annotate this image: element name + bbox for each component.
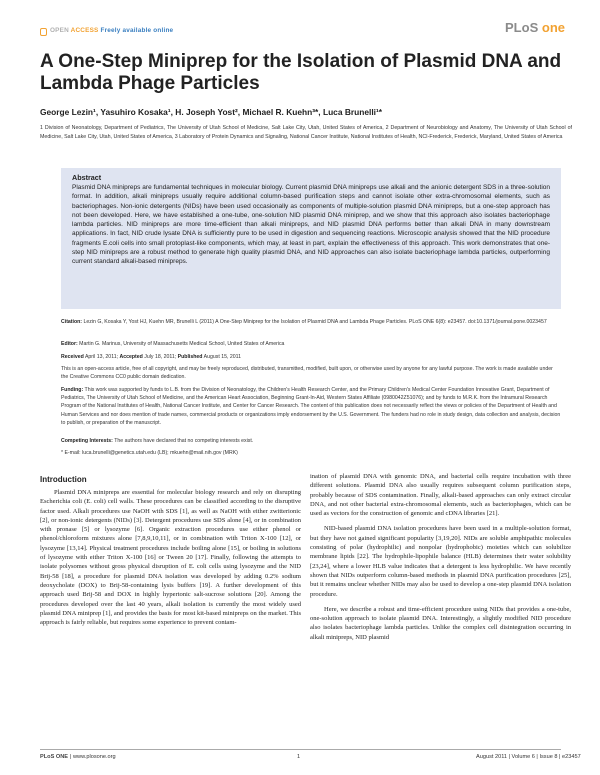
citation-label: Citation:: [61, 319, 83, 325]
email-line: * E-mail: luca.brunelli@genetics.utah.edu (LB); mkuehn@mail.nih.gov (MRK): [61, 450, 238, 456]
competing-interests-block: [61, 437, 561, 445]
accepted-date: July 18, 2011;: [144, 354, 177, 360]
funding-label: Funding:: [61, 387, 84, 393]
plos-one-logo: [505, 20, 565, 35]
funding-text: This work was supported by funds to L.B. from the Division of Neonatology, the Children's Health Research Center, and the Primary Children's Medical Center Foundation Innovative Grant, Department of Pediatrics, The University of Utah School of Medicine, and the American Heart Association, Beginning Grant-In-Aid, Western States Affiliate (0980042Z51076); and by funds to M.R.K. from the Intramural Research Program of the National Institutes of Health, National Cancer Institute, and Center for Cancer Research. The content of this publication does not necessarily reflect the views or policies of the Department of Health and Human Services and nor does mention of trade names, commercial products or organizations imply endorsement by the U.S. Government. The funders had no role in study design, data collection and analysis, decision to publish, or preparation of the manuscript.: [61, 387, 561, 426]
abstract-heading: Abstract: [72, 173, 102, 182]
published-date: August 15, 2011: [203, 354, 242, 360]
open-access-label: OPEN: [50, 27, 69, 34]
access-label: ACCESS: [70, 27, 99, 34]
published-label: Published: [177, 354, 203, 360]
citation-text: Lezin G, Kosaka Y, Yost HJ, Kuehn MR, Brunelli L (2011) A One-Step Miniprep for the Isolation of Plasmid DNA and Lambda Phage Particles. PLoS ONE 6(8): e23457. doi:10.1371/journal.pone.0023457: [83, 319, 547, 325]
intro-paragraph-1: Plasmid DNA minipreps are essential for molecular biology research and rely on disrupting Escherichia coli (E. coli) cell walls. These procedures can be classified according to the disruptive factor used. Alkali procedures use NaOH with SDS [1], as well as NaOH with either zwitterionic [2], or non-ionic detergents (NIDs) [3]. Detergent procedures use SDS alone [4], or in combination with pronase [5] or lysozyme [6]. Organic extraction procedures use either phenol or phenol/chloroform mixtures alone [7,8,9,10,11], or in combination with Triton X-100 [12], or lysozyme [13,14]. Physical treatment procedures include boiling alone [15], or boiling in solutions of lysozyme with either Triton X-100 [16] or Tween 20 [17]. Finally, following the attempts to isolate polysomes without gross physical disruption of E. coli cells using lysozyme and the NID Brij-58 [18], a procedure for plasmid DNA isolation was developed by adding 0.2% sodium deoxycholate (DOX) to Brij-58-containing lysis buffers [19]. A further development of this approach used Brij-58 and DOX in highly hypertonic salt-sucrose solutions [20]. Among the procedures developed over the last 40 years, alkali isolation is currently the most widely used plasmid DNA miniprep [1], and provides the basis for most kit-based minipreps on the market. This approach is fairly reliable, but requires some experience to prevent contam-: [40, 489, 301, 627]
logo-one-text: one: [541, 20, 565, 35]
open-access-banner: [50, 27, 173, 34]
freely-available-label: Freely available online: [100, 27, 174, 34]
citation-block: [61, 318, 561, 326]
funding-block: [61, 386, 561, 427]
affiliations: 1 Division of Neonatology, Department of Pediatrics, The University of Utah School of Medicine, Salt Lake City, Utah, United States of America, 2 Department of Neurobiology and Anatomy, The University of Utah School of Medicine, Salt Lake City, Utah, United States of America, 3 Laboratory of Protein Dynamics and Signaling, National Cancer Institute, National Institutes of Health, NCI-Frederick, Frederick, Maryland, United States of America: [40, 125, 572, 141]
footer-issue-info: August 2011 | Volume 6 | Issue 8 | e23457: [476, 754, 581, 760]
article-title: A One-Step Miniprep for the Isolation of Plasmid DNA and Lambda Phage Particles: [40, 51, 562, 94]
editor-label: Editor:: [61, 341, 78, 347]
intro-paragraph-2: ination of plasmid DNA with genomic DNA, and bacterial cells require incubation with three different solutions. Plasmid DNA also usually requires subsequent column purification steps, probably because of SDS contamination. Finally, alkali-based approaches can only extract circular DNA, and not other bacterial extra-chromosomal elements, such as bacteriophages, which can be used as vectors for the construction of genomic and cDNA libraries [21].: [310, 473, 571, 518]
dates-block: [61, 353, 561, 361]
introduction-heading: Introduction: [40, 475, 87, 484]
received-date: April 13, 2011;: [84, 354, 119, 360]
logo-plos-text: PLoS: [505, 20, 539, 35]
intro-paragraph-4: Here, we describe a robust and time-efficient procedure using NIDs that provides a one-tube, one-solution approach to isolate plasmid DNA. Interestingly, a slightly modified NID procedure also isolates bacteriophage lambda particles. Unlike the complex cell disintegration occurring in alkali minipreps, NID plasmid: [310, 605, 571, 641]
left-column: [40, 488, 301, 744]
open-access-lock-icon: [40, 28, 47, 36]
abstract-text: Plasmid DNA minipreps are fundamental techniques in molecular biology. Current plasmid DNA minipreps use alkali and the anionic detergent SDS in a three-solution format. In addition, alkali minipreps usually require additional column-based purification steps and cannot isolate other extra-chromosomal elements, such as bacteriophages. Non-ionic detergents (NIDs) have been used occasionally as components of multiple-solution plasmid DNA minipreps, but a one-step approach has not been developed. Here, we have established a one-tube, one-solution NID plasmid DNA miniprep, and we show that this approach also isolates bacteriophage lambda particles. NID minipreps are more time-efficient than alkali minipreps, and NID plasmid DNA performs better than alkali DNA in many downstream applications. In fact, NID crude lysate DNA is sufficiently pure to be used in digestion and sequencing reactions. Microscopic analysis showed that the NID procedure fragments E.coli cells into small protoplast-like components, which may, at least in part, explain the effectiveness of this approach. This work demonstrates that one-step NID minipreps are a robust method to generate high quality plasmid DNA, and NID approaches can also isolate bacteriophage lambda particles, outperforming current standard alkali-based minipreps.: [72, 184, 550, 266]
copyright-block: This is an open-access article, free of all copyright, and may be freely reproduced, distributed, transmitted, modified, built upon, or otherwise used by anyone for any lawful purpose. The work is made available under the Creative Commons CC0 public domain dedication.: [61, 366, 553, 381]
footer-journal: PLoS ONE: [40, 754, 68, 760]
received-label: Received: [61, 354, 84, 360]
accepted-label: Accepted: [119, 354, 143, 360]
footer-page-number: 1: [297, 754, 301, 760]
right-column: [310, 472, 571, 744]
footer-url-link[interactable]: | www.plosone.org: [70, 754, 116, 760]
intro-paragraph-3: NID-based plasmid DNA isolation procedures have been used in a multiple-solution format, but they have not gained significant popularity [3,19,20]. NIDs are soluble amphipathic molecules consisting of polar (hydrophilic) and nonpolar (hydrophobic) moieties which can solubilize membrane lipids [22]. The hydrophile-lipophile balance (HLB) determines their water solubility [23,24], where a lower HLB value indicates that a detergent is less hydrophilic. We have recently shown that NIDs outperform column-based methods in plasmid DNA purification procedures [25], but it remains unclear whether NIDs may also be used to develop a one-step plasmid DNA isolation procedure.: [310, 525, 571, 598]
footer-divider: [40, 749, 561, 750]
editor-block: [61, 340, 561, 348]
competing-text: The authors have declared that no competing interests exist.: [114, 438, 254, 444]
author-list: George Lezin¹, Yasuhiro Kosaka¹, H. Joseph Yost², Michael R. Kuehn³*, Luca Brunelli¹*: [40, 107, 383, 117]
editor-text: Martin G. Marinus, University of Massachusetts Medical School, United States of America: [79, 341, 285, 347]
competing-label: Competing Interests:: [61, 438, 113, 444]
